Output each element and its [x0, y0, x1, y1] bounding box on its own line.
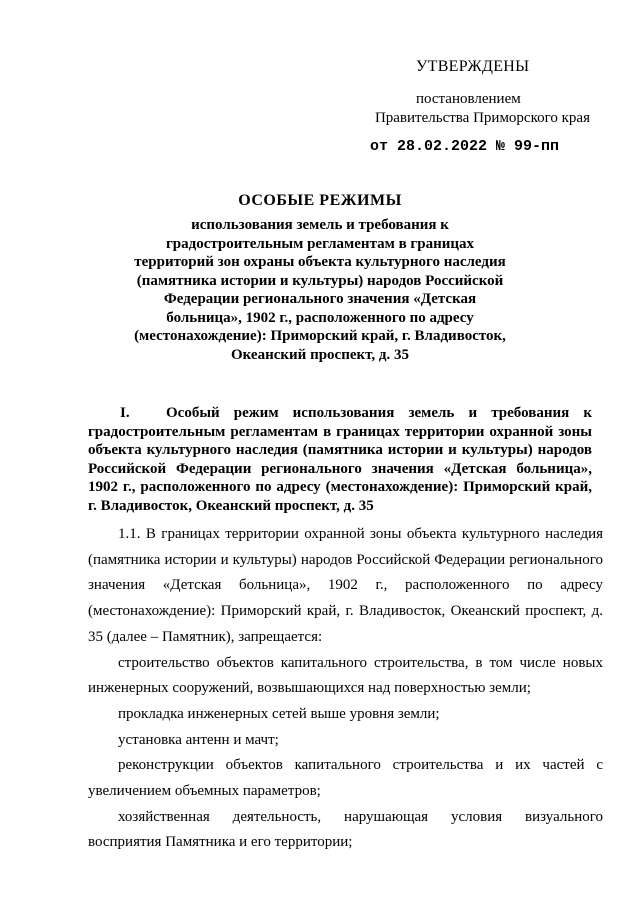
section-number: I. — [120, 405, 130, 421]
document-title-block — [130, 192, 510, 364]
approval-block — [350, 58, 590, 155]
document-title: ОСОБЫЕ РЕЖИМЫ — [238, 192, 402, 209]
paragraph: установка антенн и мачт; — [118, 731, 279, 748]
paragraph: прокладка инженерных сетей выше уровня земли; — [118, 705, 440, 722]
approval-line: Правительства Приморского края — [374, 110, 590, 126]
document-body — [88, 522, 603, 856]
approval-line: постановлением — [416, 91, 521, 107]
paragraph: 1.1. В границах территории охранной зоны объекта культурного наследия (памятника истории и культуры) народов Российской Федерации регионального значения «Детская больница», 1902 г., расположенного по адресу (местонахождение): Приморский край, г. Владивосток, Океанский проспект, д. 35 (далее – Памятник), запрещается: — [88, 526, 603, 645]
paragraph: реконструкции объектов капитального строительства и их частей с увеличением объемных параметров; — [88, 757, 603, 800]
decree-date-number: от 28.02.2022 № 99-пп — [370, 138, 560, 155]
paragraph: хозяйственная деятельность, нарушающая условия визуального восприятия Памятника и его территории; — [88, 808, 603, 851]
paragraph: строительство объектов капитального строительства, в том числе новых инженерных сооружений, возвышающихся над поверхностью земли; — [88, 654, 603, 697]
approved-heading: УТВЕРЖДЕНЫ — [416, 58, 530, 75]
section-heading — [88, 404, 592, 515]
document-subtitle: использования земель и требования к градостроительным регламентам в границах территорий зон охраны объекта культурного наследия (памятника истории и культуры) народов Российской Федерации регионального значения «Детская больница», 1902 г., расположенного по адресу (местонахождение): Приморский край, г. Владивосток, Океанский проспект, д. 35 — [134, 217, 506, 363]
section-heading-text: Особый режим использования земель и требования к градостроительным регламентам в границах территории охранной зоны объекта культурного наследия (памятника истории и культуры) народов Российской Федерации регионального значения «Детская больница», 1902 г., расположенного по адресу (местонахождение): Приморский край, г. Владивосток, Океанский проспект, д. 35 — [88, 405, 592, 514]
